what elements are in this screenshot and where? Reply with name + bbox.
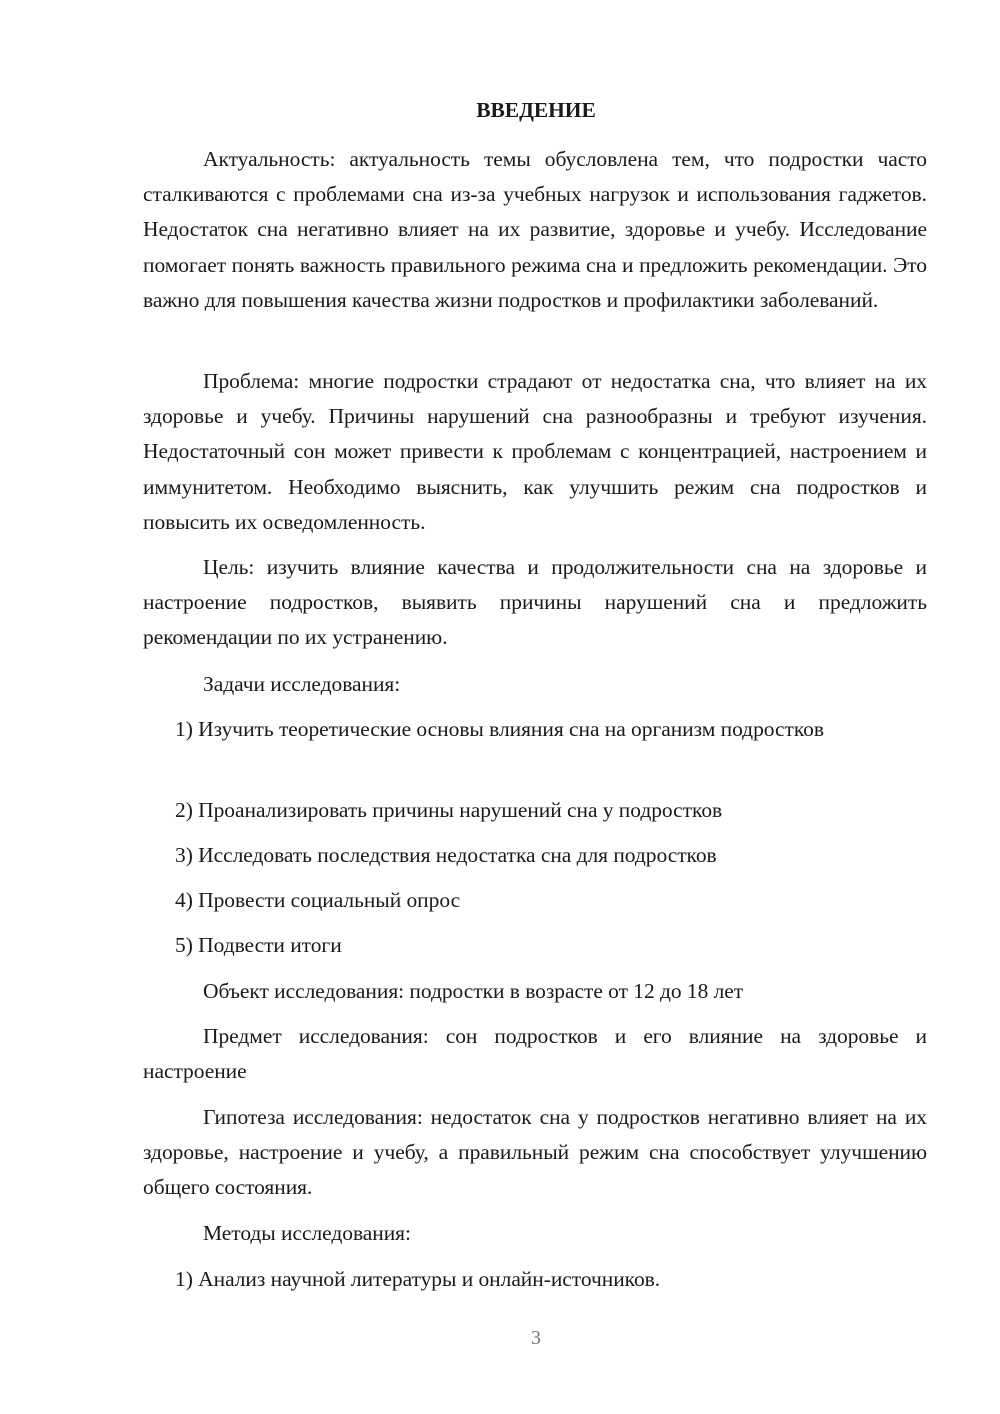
goal-paragraph: Цель: изучить влияние качества и продолжительности сна на здоровье и настроение подростков, выявить причины нарушений сна и предложить рекомендации по их устранению. — [143, 555, 927, 650]
page-number: 3 — [531, 1327, 541, 1349]
task-item-3: 3) Исследовать последствия недостатка сна для подростков — [175, 843, 717, 867]
task-item-2: 2) Проанализировать причины нарушений сна у подростков — [175, 798, 723, 822]
object-paragraph: Объект исследования: подростки в возрасте от 12 до 18 лет — [203, 979, 744, 1003]
task-item-5: 5) Подвести итоги — [175, 933, 342, 957]
problem-paragraph: Проблема: многие подростки страдают от недостатка сна, что влияет на их здоровье и учебу. Причины нарушений сна разнообразны и требуют изучения. Недостаточный сон может привести к проблемам с концентрацией, настроением и иммунитетом. Необходимо выяснить, как улучшить режим сна подростков и повысить их осведомленность. — [143, 369, 927, 534]
section-heading: ВВЕДЕНИЕ — [476, 98, 596, 122]
relevance-paragraph: Актуальность: актуальность темы обусловлена тем, что подростки часто сталкиваются с проблемами сна из-за учебных нагрузок и использования гаджетов. Недостаток сна негативно влияет на их развитие, здоровье и учебу. Исследование помогает понять важность правильного режима сна и предложить рекомендации. Это важно для повышения качества жизни подростков и профилактики заболеваний. — [143, 147, 927, 312]
methods-heading: Методы исследования: — [203, 1221, 411, 1245]
method-item-1: 1) Анализ научной литературы и онлайн-источников. — [175, 1267, 661, 1291]
tasks-heading: Задачи исследования: — [203, 672, 401, 696]
task-item-4: 4) Провести социальный опрос — [175, 888, 461, 912]
hypothesis-paragraph: Гипотеза исследования: недостаток сна у подростков негативно влияет на их здоровье, настроение и учебу, а правильный режим сна способствует улучшению общего состояния. — [143, 1105, 927, 1200]
task-item-1: 1) Изучить теоретические основы влияния сна на организм подростков — [175, 717, 824, 741]
subject-paragraph: Предмет исследования: сон подростков и его влияние на здоровье и настроение — [143, 1024, 927, 1084]
